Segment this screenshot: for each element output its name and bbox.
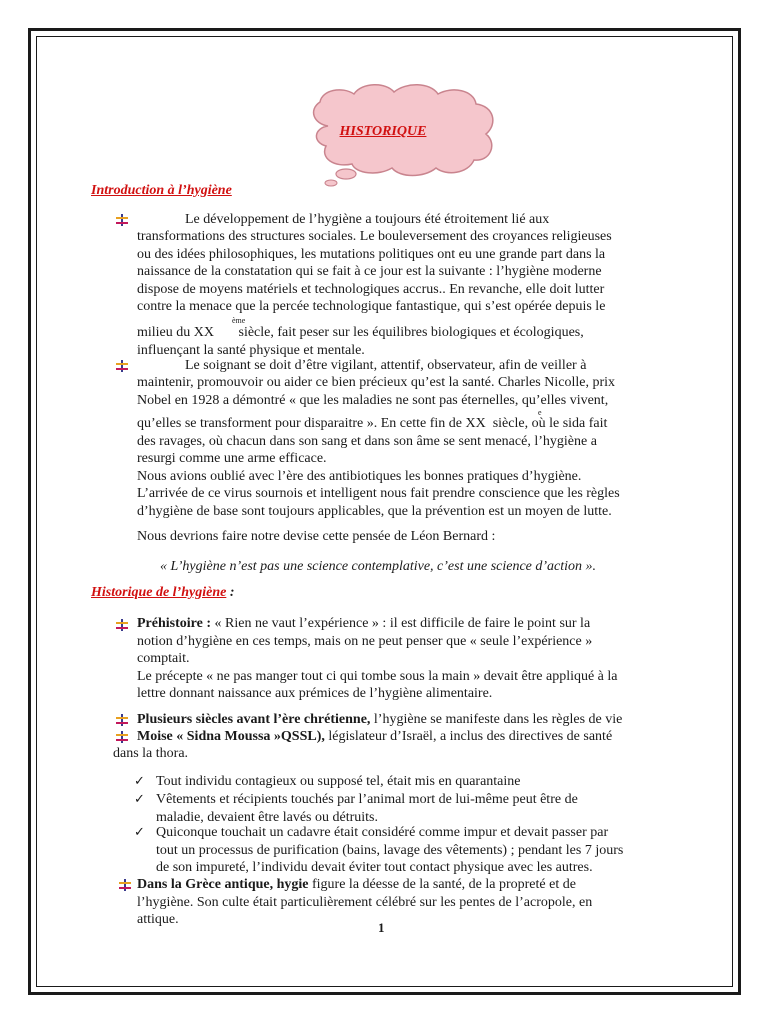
intro-paragraph-1-body bbox=[137, 228, 677, 316]
four-arrows-bullet-icon bbox=[116, 619, 128, 631]
intro-paragraph-2-rest: qu’elles se transforment pour disparaitre ». En cette fin de XX siècle, où le sida fait des ravages, où chacun dans son sang et dans son âme se sent menacé, l’hygiène a resurgi comme une arme efficace. Nous avions oublié avec l’ère des antibiotiques les bonnes pratiques d’hygiène. L’arrivée de ce virus sournois et intelligent nous fait prendre conscience que les règles d’hygiène de base sont toujours applicables, que la prévention est un moyen de lutte. bbox=[137, 415, 677, 520]
four-arrows-bullet-icon bbox=[116, 731, 128, 743]
check-item-1: Tout individu contagieux ou supposé tel, était mis en quarantaine bbox=[156, 774, 521, 789]
text-line: contre la menace que la percée technologique fantastique, qui s’est opérée depuis le bbox=[137, 299, 606, 314]
text-line: Le précepte « ne pas manger tout ci qui tombe sous la main » devait être appliqué à la bbox=[137, 668, 618, 684]
four-arrows-bullet-icon bbox=[116, 360, 128, 372]
checkmark-icon: ✓ bbox=[134, 825, 145, 840]
page-title: HISTORIQUE bbox=[339, 124, 427, 139]
superscript-e: e bbox=[538, 408, 542, 417]
moise-paragraph: Moise « Sidna Moussa »QSSL), législateur d’Israël, a inclus des directives de santé bbox=[137, 729, 613, 744]
text-line: des ravages, où chacun dans son sang et dans son âme se sent menacé, l’hygiène a bbox=[137, 433, 597, 449]
section-heading-intro-text: Introduction à l’hygiène bbox=[91, 183, 232, 198]
checkmark-icon: ✓ bbox=[134, 774, 145, 789]
text-line: comptait. bbox=[137, 651, 190, 666]
section-heading-historique: Historique de l’hygiène : bbox=[91, 585, 235, 600]
page-number: 1 bbox=[378, 920, 385, 935]
grece-paragraph: Dans la Grèce antique, hygie figure la déesse de la santé, de la propreté et de l’hygiène. Son culte était particulièrement célébré sur les pentes de l’acropole, en attique. bbox=[137, 877, 593, 927]
text-line: ou des idées philosophiques, les mutations politiques ont eu une grande part dans la bbox=[137, 246, 606, 262]
section-heading-intro bbox=[91, 183, 232, 199]
text-line: L’arrivée de ce virus sournois et intelligent nous fait prendre conscience que les règles bbox=[137, 486, 620, 501]
check-item-2: Vêtements et récipients touchés par l’animal mort de lui-même peut être de maladie, devaient être lavés ou détruits. bbox=[156, 792, 578, 825]
intro-paragraph-1-end: milieu du XX siècle, fait peser sur les équilibres biologiques et écologiques, influençant la santé physique et mentale. bbox=[137, 324, 677, 359]
check-item-3: Quiconque touchait un cadavre était considéré comme impur et devait passer par tout un processus de purification (bains, lavage des vêtements) ; pendant les 7 jours de son impureté, l’individu devait éviter tout contact physique avec les autres. bbox=[156, 825, 624, 875]
superscript-eme: ème bbox=[232, 316, 246, 325]
checkmark-icon: ✓ bbox=[134, 792, 145, 807]
text-line: Nobel en 1928 a démontré « que les maladies ne sont pas éternelles, qu’elles vivent, bbox=[137, 392, 609, 408]
text-line: naissance de la constatation qui se fait à ce jour est la suivante : l’hygiène moderne bbox=[137, 264, 602, 279]
four-arrows-bullet-icon bbox=[116, 214, 128, 226]
text-line: Nous avions oublié avec l’ère des antibiotiques les bonnes pratiques d’hygiène. bbox=[137, 468, 582, 484]
intro-paragraph-3: Nous devrions faire notre devise cette pensée de Léon Bernard : bbox=[137, 529, 496, 544]
prehistoire-paragraph: Préhistoire : « Rien ne vaut l’expérience » : il est difficile de faire le point sur la notion d’hygiène en ces temps, mais on ne peut penser que « seule l’expérience » comptait. Le précepte « ne pas manger tout ci qui tombe sous la main » devait être appliqué à la lettre donnant naissance aux prémices de l’hygiène alimentaire. bbox=[137, 615, 677, 703]
text-line: resurgi comme une arme efficace. bbox=[137, 451, 327, 466]
text-line: influençant la santé physique et mentale. bbox=[137, 342, 365, 358]
text-line: maintenir, promouvoir ou aider ce bien précieux qu’est la santé. Charles Nicolle, prix bbox=[137, 375, 616, 390]
moise-paragraph-end: dans la thora. bbox=[113, 746, 189, 761]
text-line: Le développement de l’hygiène a toujours été étroitement lié aux bbox=[185, 212, 550, 227]
text-line: transformations des structures sociales. Le bouleversement des croyances religieuses bbox=[137, 229, 612, 244]
text-line: notion d’hygiène en ces temps, mais on ne peut penser que « seule l’expérience » bbox=[137, 633, 593, 649]
text-line: dispose de moyens matériels et technologiques accrus.. En revanche, elle doit lutter bbox=[137, 281, 605, 297]
text-line: d’hygiène de base sont toujours applicables, que la prévention est un moyen de lutte. bbox=[137, 503, 612, 519]
four-arrows-bullet-icon bbox=[116, 714, 128, 726]
intro-paragraph-2: Le soignant se doit d’être vigilant, attentif, observateur, afin de veiller à bbox=[185, 358, 587, 373]
intro-paragraph-2-body bbox=[137, 374, 677, 409]
intro-paragraph-1 bbox=[137, 211, 677, 229]
text-line: lettre donnant naissance aux prémices de l’hygiène alimentaire. bbox=[137, 686, 493, 701]
four-arrows-bullet-icon bbox=[119, 879, 131, 891]
leon-bernard-quote: « L’hygiène n’est pas une science contemplative, c’est une science d’action ». bbox=[160, 559, 597, 574]
siecles-paragraph: Plusieurs siècles avant l’ère chrétienne, l’hygiène se manifeste dans les règles de vie bbox=[137, 712, 623, 727]
